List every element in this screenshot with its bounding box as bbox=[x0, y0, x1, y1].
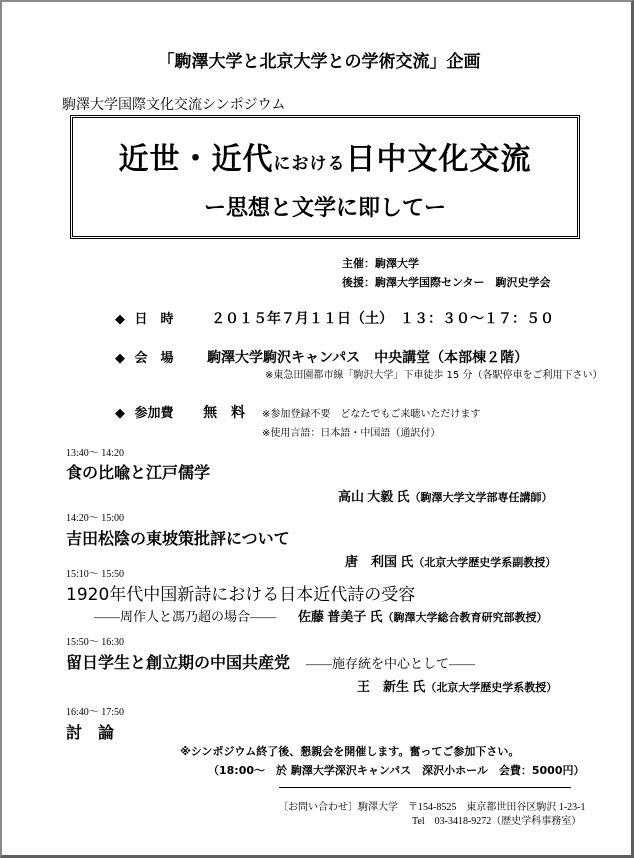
info-venue bbox=[115, 347, 528, 367]
symposium-label: 駒澤大学国際文化交流シンポジウム bbox=[62, 97, 286, 113]
talk-subtitle: ――周作人と馮乃超の場合―― bbox=[94, 609, 277, 624]
speaker-affiliation: （駒澤大学総合教育研究部教授） bbox=[382, 612, 548, 624]
main-title bbox=[73, 134, 577, 178]
speaker bbox=[298, 606, 548, 625]
contact-phone: Tel 03-3418-9272（歴史学科事務室） bbox=[412, 816, 582, 827]
talk-title: 討 論 bbox=[66, 723, 115, 742]
contact-address: 〔お問い合わせ〕駒澤大学 〒154-8525 東京都世田谷区駒沢 1-23-1 bbox=[278, 802, 586, 813]
session-time: 15:10～ 15:50 bbox=[66, 569, 125, 580]
diamond-icon: ◆ bbox=[115, 351, 125, 366]
fee-note-language: ※使用言語：日本語・中国語（通訳付） bbox=[262, 428, 441, 439]
footer-divider bbox=[279, 787, 571, 788]
talk-subtitle: ――施存統を中心として―― bbox=[306, 656, 476, 671]
speaker-affiliation: （駒澤大学文学部専任講師） bbox=[409, 492, 553, 504]
session-time: 14:20～ 15:00 bbox=[66, 513, 125, 524]
project-title: 「駒澤大学と北京大学との学術交流」企画 bbox=[157, 52, 481, 72]
talk-title: 留日学生と創立期の中国共産党 bbox=[66, 653, 291, 672]
venue-label: 会 場 bbox=[134, 351, 174, 366]
datetime-value: ２０１５年７月１１日（土） １３：３０～１７：５０ bbox=[211, 311, 555, 327]
info-datetime bbox=[115, 308, 554, 328]
reception-details: （18:00～ 於 駒澤大学深沢キャンパス 深沢小ホール 会費：5000円） bbox=[208, 764, 585, 777]
session-time: 16:40～ 17:50 bbox=[66, 707, 125, 718]
diamond-icon: ◆ bbox=[115, 406, 125, 421]
title-box bbox=[70, 115, 580, 239]
speaker bbox=[357, 676, 557, 695]
venue-value: 駒澤大学駒沢キャンパス 中央講堂（本部棟２階） bbox=[207, 350, 529, 366]
main-title-connector: における bbox=[273, 154, 346, 174]
reception-note: ※シンポジウム終了後、懇親会を開催します。奮ってご参加下さい。 bbox=[180, 745, 520, 758]
speaker-name: 佐藤 普美子 氏 bbox=[298, 609, 383, 624]
fee-note-registration: ※参加登録不要 どなたでもご来聴いただけます bbox=[262, 409, 481, 420]
talk-title: 1920年代中国新詩における日本近代詩の受容 bbox=[66, 585, 416, 605]
support-line: 後援：駒澤大学国際センター 駒沢史学会 bbox=[342, 276, 551, 289]
speaker-affiliation: （北京大学歴史学系副教授） bbox=[413, 557, 557, 569]
info-fee bbox=[115, 402, 245, 422]
talk-title: 食の比喩と江戸儒学 bbox=[66, 463, 211, 482]
datetime-label: 日 時 bbox=[134, 312, 174, 327]
speaker-name: 唐 利国 氏 bbox=[345, 554, 414, 569]
host-line: 主催：駒澤大学 bbox=[342, 257, 419, 270]
venue-note: ※東急田園都市線「駒沢大学」下車徒歩 15 分（各駅停車をご利用下さい） bbox=[265, 370, 603, 381]
main-title-part1: 近世・近代 bbox=[118, 142, 274, 177]
talk-title: 吉田松陰の東坡策批評について bbox=[66, 529, 290, 548]
speaker bbox=[345, 551, 556, 570]
session-time: 15:50～ 16:30 bbox=[66, 637, 125, 648]
speaker-affiliation: （北京大学歴史学系教授） bbox=[425, 682, 558, 694]
main-title-part2: 日中文化交流 bbox=[345, 142, 532, 177]
diamond-icon: ◆ bbox=[115, 312, 125, 327]
speaker-name: 高山 大毅 氏 bbox=[338, 489, 410, 504]
speaker-name: 王 新生 氏 bbox=[357, 679, 426, 694]
fee-value: 無 料 bbox=[203, 405, 246, 421]
fee-label: 参加費 bbox=[134, 406, 174, 421]
session-time: 13:40～ 14:20 bbox=[66, 448, 125, 459]
speaker bbox=[338, 486, 553, 505]
sub-title: ー思想と文学に即してー bbox=[203, 196, 446, 221]
